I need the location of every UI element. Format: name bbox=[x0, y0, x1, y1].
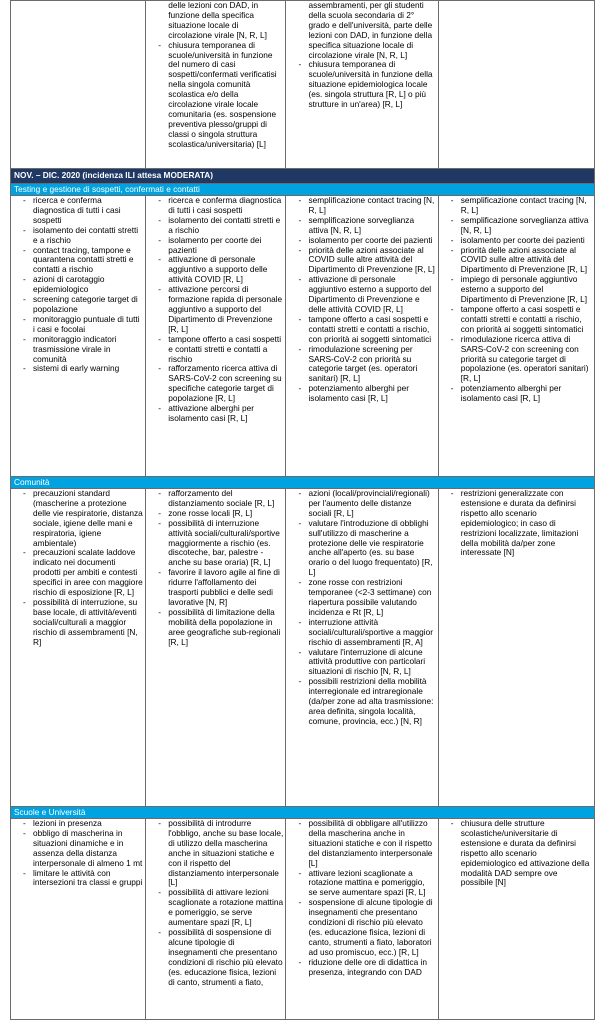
section-row bbox=[11, 819, 595, 1020]
list-item: - tampone offerto a casi sospetti e contatti stretti e contatti a rischio, con priorità ai soggetti sintomatici bbox=[451, 305, 592, 335]
section-row bbox=[11, 489, 595, 807]
bullet-list bbox=[441, 196, 592, 404]
list-item: - rimodulazione screening per SARS-CoV-2 con priorità su categorie target (es. operatori sanitari) [R, L] bbox=[298, 345, 435, 385]
list-item: assembramenti, per gli studenti della scuola secondaria di 2° grado e dell'università, parte delle lezioni con DAD, in funzione della specifica situazione locale di circolazione virale [N, R, L] bbox=[308, 0, 433, 60]
list-item: - interruzione attività sociali/culturali/sportive a maggior rischio di assembramenti [R, A] bbox=[298, 618, 435, 648]
list-item: - zone rosse con restrizioni temporanee (<2-3 settimane) con riapertura possibile valutando incidenza e Rt [R, L] bbox=[298, 578, 435, 618]
list-item: - riduzione delle ore di didattica in presenza, integrando con DAD bbox=[298, 958, 435, 978]
list-item: - contact tracing, tampone e quarantena contatti stretti e contatti a rischio bbox=[23, 246, 143, 276]
cell-continued-col2 bbox=[146, 1, 286, 169]
list-item: - sistemi di early warning bbox=[23, 364, 143, 374]
list-item: - semplificazione contact tracing [N, R, L] bbox=[298, 196, 435, 216]
list-item: - precauzioni scalate laddove indicato nei documenti prodotti per ambiti e contesti specifici in aree con maggiore rischio di esposizione [R, L] bbox=[23, 548, 143, 598]
period-title: NOV. – DIC. 2020 (incidenza ILI attesa MODERATA) bbox=[11, 169, 595, 184]
cell-col4 bbox=[438, 819, 594, 1020]
list-item: - screening categorie target di popolazione bbox=[23, 295, 143, 315]
list-item: - isolamento dei contatti stretti e a rischio bbox=[158, 216, 283, 236]
list-item: - attivazione di personale aggiuntivo a supporto delle attività COVID [R, L] bbox=[158, 255, 283, 285]
list-item: - chiusura temporanea di scuole/università in funzione della situazione epidemiologica locale (es. singola struttura [R, L] o più strutture in un'area) [R, L] bbox=[298, 60, 435, 110]
cell-continued-col3 bbox=[286, 1, 438, 169]
section-row bbox=[11, 196, 595, 477]
list-item: - attivazione alberghi per isolamento casi [R, L] bbox=[158, 404, 283, 424]
bullet-list bbox=[148, 489, 283, 648]
list-item: - azioni di carotaggio epidemiologico bbox=[23, 275, 143, 295]
list-item: - restrizioni generalizzate con estensione e durata da definirsi rispetto allo scenario epidemiologico; in caso di restrizioni localizzate, limitazioni della mobilità da/per zone interessate [N] bbox=[451, 489, 592, 558]
list-item: - lezioni in presenza bbox=[23, 819, 143, 829]
section-header-row bbox=[11, 477, 595, 489]
list-item: - chiusura delle strutture scolastiche/universitarie di estensione e durata da definirsi rispetto allo scenario epidemiologico ed attivazione della modalità DAD sempre ove possibile [N] bbox=[451, 819, 592, 888]
cell-continued-col4 bbox=[438, 1, 594, 169]
bullet-list bbox=[13, 819, 143, 888]
list-item: - attivazione percorsi di formazione rapida di personale aggiuntivo a supporto del Dipartimento di Prevenzione [R, L] bbox=[158, 285, 283, 335]
period-header-row bbox=[11, 169, 595, 184]
cell-col1 bbox=[11, 489, 146, 807]
list-item: - zone rosse locali [R, L] bbox=[158, 509, 283, 519]
list-item: - possibilità di sospensione di alcune tipologie di insegnamenti che presentano condizioni di rischio più elevato (es. educazione fisica, lezioni di canto, strumenti a fiato, bbox=[158, 928, 283, 987]
list-item: - possibilità di attivare lezioni scaglionate a rotazione mattina e pomeriggio, se serve aumentare spazi [R, L] bbox=[158, 888, 283, 928]
list-item: - valutare l'interruzione di alcune attività produttive con particolari situazioni di rischio [N, R, L] bbox=[298, 648, 435, 678]
list-item: - ricerca e conferma diagnostica di tutti i casi sospetti bbox=[158, 196, 283, 216]
section-title: Comunità bbox=[11, 477, 595, 489]
list-item: - potenziamento alberghi per isolamento casi [R, L] bbox=[298, 384, 435, 404]
bullet-list bbox=[148, 196, 283, 424]
list-item: - monitoraggio indicatori trasmissione virale in comunità bbox=[23, 335, 143, 365]
list-item: - chiusura temporanea di scuole/università in funzione del numero di casi sospetti/confermati verificatisi nella singola comunità scolastica e/o della circolazione virale locale comunitaria (es. sospensione preventiva plesso/gruppi di classi o singola struttura scolastica/universitaria) [L] bbox=[158, 41, 283, 150]
list-item: - semplificazione sorveglianza attiva [N, R, L] bbox=[451, 216, 592, 236]
list-item: delle lezioni con DAD, in funzione della specifica situazione locale di circolazione virale [N, R, L] bbox=[168, 0, 267, 40]
cell-col3 bbox=[286, 489, 438, 807]
list-item: - possibilità di introdurre l'obbligo, anche su base locale, di utilizzo della mascherina anche in situazioni statiche e con il rispetto del distanziamento interpersonale [L] bbox=[158, 819, 283, 888]
list-item: - rimodulazione ricerca attiva di SARS-CoV-2 con screening con priorità su categorie target di popolazione (es. operatori sanitari) [R, L] bbox=[451, 335, 592, 385]
list-item: - isolamento per coorte dei pazienti bbox=[451, 236, 592, 246]
list-item: - tampone offerto a casi sospetti e contatti stretti e contatti a rischio bbox=[158, 335, 283, 365]
list-item: - priorità delle azioni associate al COVID sulle altre attività del Dipartimento di Prevenzione [R, L] bbox=[451, 246, 592, 276]
bullet-list bbox=[148, 1, 283, 150]
list-item: - possibilità di limitazione della mobilità della popolazione in aree geografiche sub-regionali [R, L] bbox=[158, 608, 283, 648]
list-item: - favorire il lavoro agile al fine di ridurre l'affollamento dei trasporti pubblici e delle sedi lavorative [N, R] bbox=[158, 568, 283, 608]
list-item: - obbligo di mascherina in situazioni dinamiche e in assenza della distanza interpersonale di almeno 1 mt bbox=[23, 829, 143, 869]
list-item: - isolamento per coorte dei pazienti bbox=[298, 236, 435, 246]
section-title: Testing e gestione di sospetti, confermati e contatti bbox=[11, 184, 595, 196]
cell-col3 bbox=[286, 819, 438, 1020]
list-item: - ricerca e conferma diagnostica di tutti i casi sospetti bbox=[23, 196, 143, 226]
section-title: Scuole e Università bbox=[11, 807, 595, 819]
list-item: - impiego di personale aggiuntivo esterno a supporto del Dipartimento di Prevenzione [R, L] bbox=[451, 275, 592, 305]
list-item: - potenziamento alberghi per isolamento casi [R, L] bbox=[451, 384, 592, 404]
list-item: - possibili restrizioni della mobilità interregionale ed intraregionale (da/per zone ad alta trasmissione: area definita, singola località, comune, provincia, ecc.) [N, R] bbox=[298, 677, 435, 727]
section-header-row bbox=[11, 807, 595, 819]
list-item: - semplificazione sorveglianza attiva [N, R, L] bbox=[298, 216, 435, 236]
bullet-list bbox=[13, 196, 143, 374]
bullet-list bbox=[13, 489, 143, 648]
bullet-list bbox=[288, 196, 435, 404]
cell-col1 bbox=[11, 819, 146, 1020]
list-item: - possibilità di obbligare all'utilizzo della mascherina anche in situazioni statiche e con il rispetto del distanziamento interpersonale [L] bbox=[298, 819, 435, 869]
list-item: - monitoraggio puntuale di tutti i casi e focolai bbox=[23, 315, 143, 335]
bullet-list bbox=[288, 819, 435, 978]
list-item: - semplificazione contact tracing [N, R, L] bbox=[451, 196, 592, 216]
cell-continued-col1 bbox=[11, 1, 146, 169]
bullet-list bbox=[148, 819, 283, 987]
list-item: - azioni (locali/provinciali/regionali) per l'aumento delle distanze sociali [R, L] bbox=[298, 489, 435, 519]
list-item: - precauzioni standard (mascherine a protezione delle vie respiratorie, distanza sociale, igiene delle mani e respiratoria, igiene ambientale) bbox=[23, 489, 143, 548]
bullet-list bbox=[441, 819, 592, 888]
cell-col3 bbox=[286, 196, 438, 477]
list-item: - possibilità di interruzione, su base locale, di attività/eventi sociali/culturali a maggior rischio di assembramenti [N, R] bbox=[23, 598, 143, 648]
list-item: - attivare lezioni scaglionate a rotazione mattina e pomeriggio, se serve aumentare spazi [R, L] bbox=[298, 869, 435, 899]
cell-col4 bbox=[438, 489, 594, 807]
bullet-list bbox=[441, 489, 592, 558]
list-item: - possibilità di interruzione attività sociali/culturali/sportive maggiormente a rischio (es. discoteche, bar, palestre - anche su base oraria) [R, L] bbox=[158, 519, 283, 569]
continued-row bbox=[11, 1, 595, 169]
bullet-list bbox=[288, 1, 435, 110]
cell-col2 bbox=[146, 196, 286, 477]
list-item: - rafforzamento ricerca attiva di SARS-CoV-2 con screening su specifiche categorie target di popolazione [R, L] bbox=[158, 364, 283, 404]
list-item: - limitare le attività con intersezioni tra classi e gruppi bbox=[23, 869, 143, 889]
cell-col2 bbox=[146, 819, 286, 1020]
list-item: - isolamento per coorte dei pazienti bbox=[158, 236, 283, 256]
list-item: - sospensione di alcune tipologie di insegnamenti che presentano condizioni di rischio più elevato (es. educazione fisica, lezioni di canto, strumenti a fiato, laboratori ad uso promiscuo, ecc.) [R, L] bbox=[298, 898, 435, 957]
section-header-row bbox=[11, 184, 595, 196]
list-item: - isolamento dei contatti stretti e a rischio bbox=[23, 226, 143, 246]
cell-col2 bbox=[146, 489, 286, 807]
list-item: - rafforzamento del distanziamento sociale [R, L] bbox=[158, 489, 283, 509]
list-item: - valutare l'introduzione di obblighi sull'utilizzo di mascherine a protezione delle vie respiratorie anche all'aperto (es. su base orario o del luogo frequentato) [R, L] bbox=[298, 519, 435, 578]
list-item: - priorità delle azioni associate al COVID sulle altre attività del Dipartimento di Prevenzione [R, L] bbox=[298, 246, 435, 276]
list-item: - attivazione di personale aggiuntivo esterno a supporto del Dipartimento di Prevenzione e delle attività COVID [R, L] bbox=[298, 275, 435, 315]
list-item: - tampone offerto a casi sospetti e contatti stretti e contatti a rischio, con priorità ai soggetti sintomatici bbox=[298, 315, 435, 345]
bullet-list bbox=[288, 489, 435, 727]
measures-table bbox=[10, 0, 595, 1020]
cell-col4 bbox=[438, 196, 594, 477]
cell-col1 bbox=[11, 196, 146, 477]
